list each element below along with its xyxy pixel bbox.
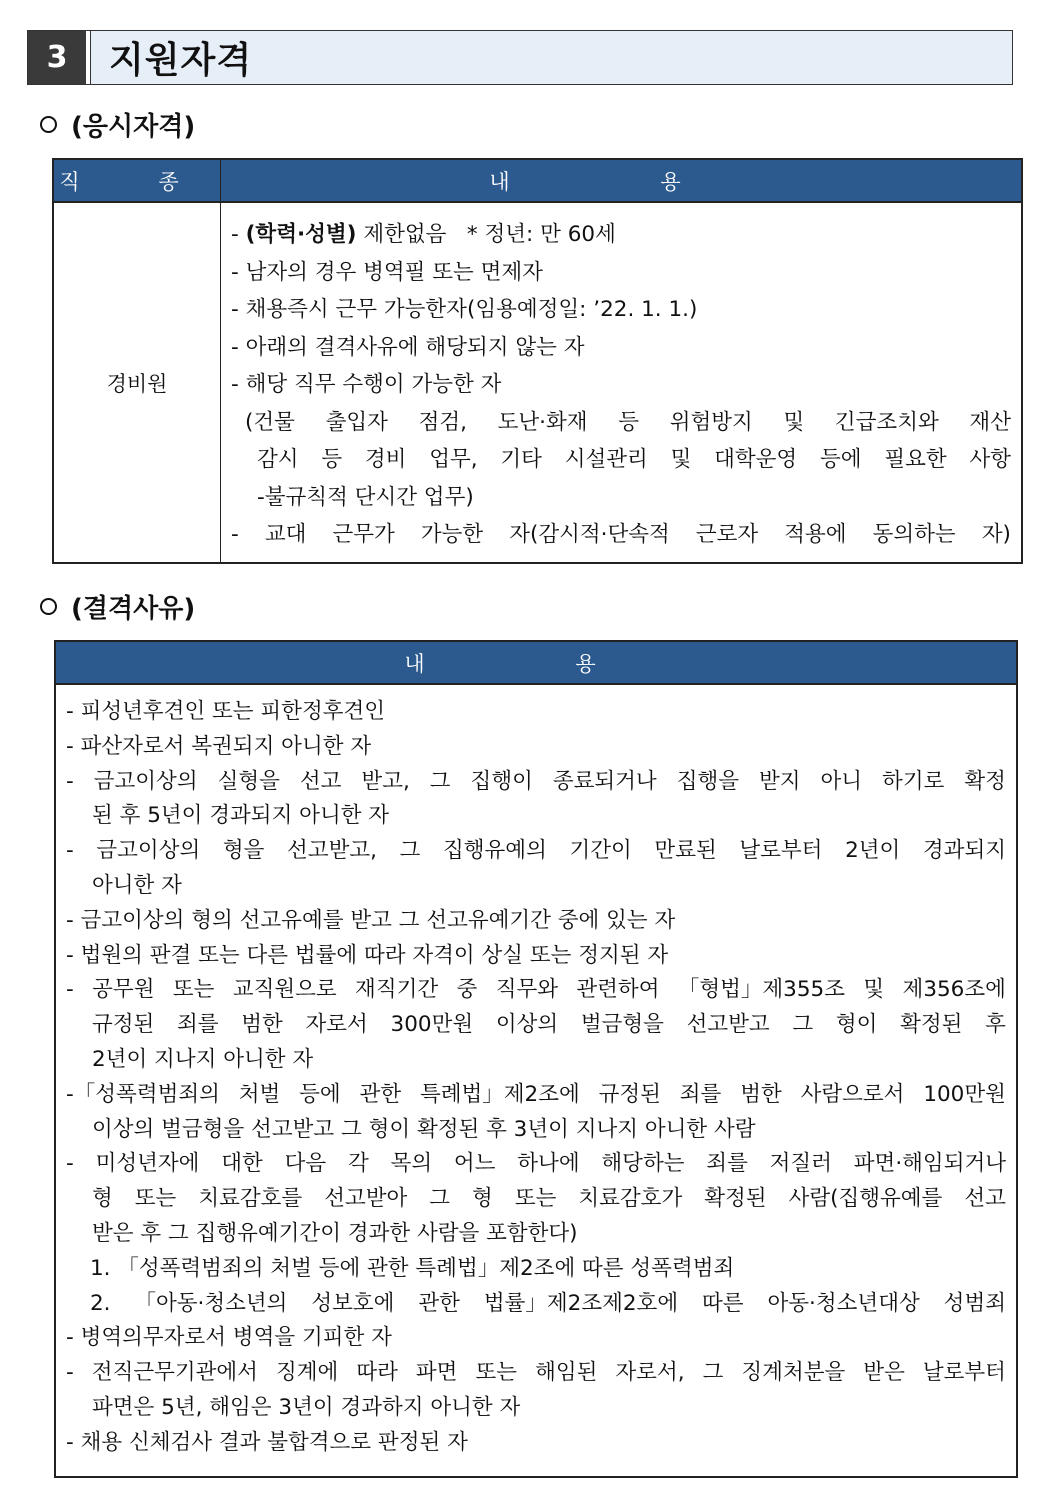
header-category (54, 160, 221, 201)
disq-header-content (56, 642, 1016, 683)
header-category-text: 직 종 (59, 169, 215, 194)
qualification-line: 감시 등 경비 업무, 기타 시설관리 및 대학운영 등에 필요한 사항 (257, 447, 1011, 472)
disqualification-line: - 금고이상의 실형을 선고 받고, 그 집행이 종료되거나 집행을 받지 아니 하기로 확정 (66, 768, 1006, 794)
header-content-text: 내 용 (489, 169, 753, 194)
disq-header-text: 내 용 (404, 651, 668, 676)
disqualification-line: 1. 「성폭력범죄의 처벌 등에 관한 특례법」제2조에 따른 성폭력범죄 (90, 1255, 735, 1281)
disqualification-line: - 금고이상의 형을 선고받고, 그 집행유예의 기간이 만료된 날로부터 2년이 경과되지 (66, 838, 1006, 864)
circle-bullet-icon (40, 116, 57, 133)
disqualification-line: - 공무원 또는 교직원으로 재직기간 중 직무와 관련하여 「형법」제355조 및 제356조에 (66, 977, 1006, 1003)
qualification-bold-label: (학력·성별) (245, 222, 357, 247)
disqualification-line: 이상의 벌금형을 선고받고 그 형이 확정된 후 3년이 지나지 아니한 사람 (92, 1116, 756, 1142)
disqualification-table (54, 640, 1018, 1478)
disqualification-line: - 채용 신체검사 결과 불합격으로 판정된 자 (66, 1429, 468, 1455)
job-category: 경비원 (54, 203, 221, 562)
qualification-line: - 채용즉시 근무 가능한자(임용예정일: ’22. 1. 1.) (231, 297, 698, 322)
disqualification-line: 2년이 지나지 아니한 자 (92, 1046, 314, 1072)
qualification-heading (40, 106, 195, 143)
disqualification-line: 규정된 죄를 범한 자로서 300만원 이상의 벌금형을 선고받고 그 형이 확정된 후 (92, 1012, 1006, 1038)
qualification-table (52, 158, 1023, 564)
disqualification-lines (56, 685, 1016, 1461)
section-header (27, 30, 1013, 85)
disqualification-line: - 피성년후견인 또는 피한정후견인 (66, 699, 386, 724)
qualification-line: - 교대 근무가 가능한 자(감시적·단속적 근로자 적용에 동의하는 자) (231, 522, 1011, 547)
circle-bullet-icon (40, 598, 57, 615)
disqualification-line: 2. 「아동·청소년의 성보호에 관한 법률」제2조제2호에 따른 아동·청소년대상 성범죄 (90, 1290, 1006, 1316)
disqualification-heading-text: (결격사유) (71, 594, 196, 624)
qualification-heading-text: (응시자격) (71, 112, 196, 142)
disqualification-table-header (56, 642, 1016, 685)
disqualification-line: 아니한 자 (92, 872, 182, 898)
disqualification-line: -「성폭력범죄의 처벌 등에 관한 특례법」제2조에 규정된 죄를 범한 사람으로서 100만원 (66, 1081, 1006, 1107)
disqualification-line: - 파산자로서 복권되지 아니한 자 (66, 733, 372, 759)
disqualification-line: 형 또는 치료감호를 선고받아 그 형 또는 치료감호가 확정된 사람(집행유예를 선고 (92, 1186, 1006, 1212)
disqualification-line: 받은 후 그 집행유예기간이 경과한 사람을 포함한다) (92, 1220, 578, 1246)
disqualification-heading (40, 588, 195, 625)
qualification-line: - (학력·성별) 제한없음 * 정년: 만 60세 (231, 216, 1011, 254)
disqualification-line: 파면은 5년, 해임은 3년이 경과하지 아니한 자 (92, 1394, 521, 1420)
qualification-row (54, 203, 1021, 562)
header-content (221, 160, 1021, 201)
section-number: 3 (28, 31, 86, 84)
qualification-line: - 남자의 경우 병역필 또는 면제자 (231, 259, 543, 285)
section-title: 지원자격 (90, 31, 1012, 84)
disqualification-line: - 미성년자에 대한 다음 각 목의 어느 하나에 해당하는 죄를 저질러 파면·해임되거나 (66, 1151, 1006, 1177)
disqualification-line: 된 후 5년이 경과되지 아니한 자 (92, 803, 390, 829)
qualification-line: - 아래의 결격사유에 해당되지 않는 자 (231, 334, 585, 360)
qualification-line: (건물 출입자 점검, 도난·화재 등 위험방지 및 긴급조치와 재산 (245, 409, 1011, 435)
qualification-table-header (54, 160, 1021, 203)
qualification-lines (221, 203, 1021, 562)
disqualification-line: - 전직근무기관에서 징계에 따라 파면 또는 해임된 자로서, 그 징계처분을 받은 날로부터 (66, 1360, 1006, 1386)
disqualification-line: - 법원의 판결 또는 다른 법률에 따라 자격이 상실 또는 정지된 자 (66, 942, 669, 968)
qualification-line: - 해당 직무 수행이 가능한 자 (231, 372, 502, 397)
disqualification-line: - 금고이상의 형의 선고유예를 받고 그 선고유예기간 중에 있는 자 (66, 907, 676, 933)
qualification-line: -불규칙적 단시간 업무) (257, 484, 474, 510)
disqualification-line: - 병역의무자로서 병역을 기피한 자 (66, 1325, 392, 1351)
